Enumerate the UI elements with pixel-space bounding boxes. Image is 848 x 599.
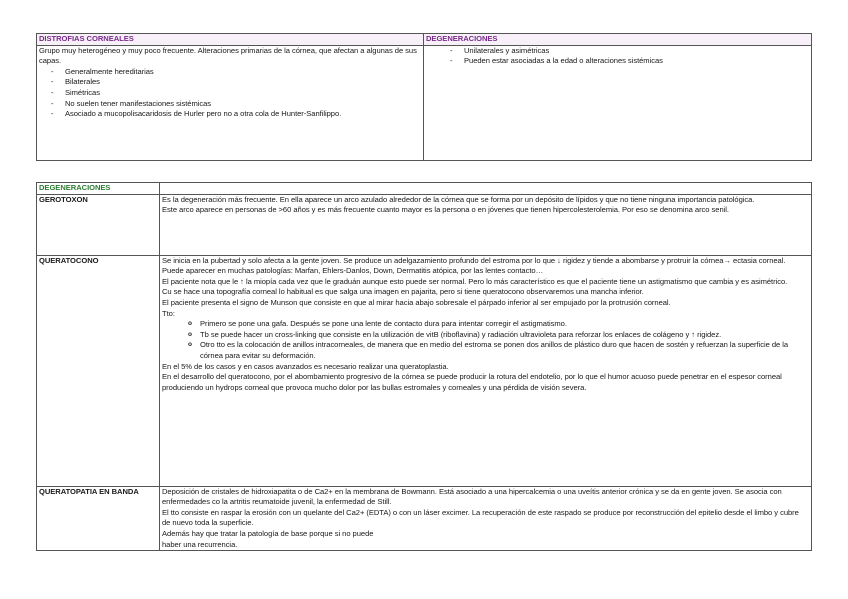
degeneraciones-list	[426, 46, 809, 67]
paragraph: Es la degeneración más frecuente. En ella aparece un arco azulado alrededor de la córnea que se forma por un depósito de lípidos y que no tiene ninguna importancia patológica.	[162, 194, 755, 204]
table-header-row	[37, 34, 812, 46]
paragraph: Este arco aparece en personas de >60 años y es más frecuente cuanto mayor es la persona o en jóvenes que tienen hipercolesterolemia. Por eso se denomina arco senil.	[162, 205, 729, 215]
list-item: - No suelen tener manifestaciones sistémicas	[65, 99, 421, 110]
paragraph: El paciente nota que le ↑ la miopía cada vez que le graduán aunque esto puede ser normal. Pero lo más característico es que el paciente tiene un astigmatismo que cambia y es asimétrico.	[162, 276, 788, 286]
list-item: - Asociado a mucopolisacaridosis de Hurler pero no a otra cola de Hunter-Sanfilippo.	[65, 109, 421, 120]
distrofias-list	[39, 67, 421, 120]
paragraph: El tto consiste en raspar la erosión con un quelante del Ca2+ (EDTA) o con un láser excimer. La recuperación de este raspado se produce por reconstrucción del epitelio desde el limbo y cubre de nuevo toda la superficie.	[162, 507, 799, 528]
list-item: o Tb se puede hacer un cross-linking que consiste en la utilización de vitB (riboflavina) y radiación ultravioleta para reforzar los enlaces de colágeno y ↑ rigidez.	[188, 330, 809, 341]
distrofias-intro: Grupo muy heterogéneo y muy poco frecuente. Alteraciones primarias de la córnea, que afectan a algunas de sus capas.	[39, 45, 417, 66]
list-item: o Primero se pone una gafa. Después se pone una lente de contacto dura para intentar corregir el astigmatismo.	[188, 319, 809, 330]
paragraph: Deposición de cristales de hidroxiapatita o de Ca2+ en la membrana de Bowmann. Está asociado a una hipercalcemia o una uveítis anterior crónica y se da en gente joven. Se asocia con enfermedades co la artritis reumatoide juvenil, la enfermedad de Still.	[162, 486, 782, 507]
gerotoxon-description	[160, 194, 812, 255]
table-row	[37, 194, 812, 255]
distrofias-table	[36, 33, 812, 161]
header-distrofias: DISTROFIAS CORNEALES	[37, 34, 424, 46]
paragraph: haber una recurrencia.	[162, 539, 238, 549]
term-queratopatia: QUERATOPATIA EN BANDA	[37, 486, 160, 551]
header-degeneraciones-2: DEGENERACIONES	[37, 183, 160, 195]
term-gerotoxon: GEROTOXON	[37, 194, 160, 255]
header-degeneraciones: DEGENERACIONES	[424, 34, 812, 46]
list-item: o Otro tto es la colocación de anillos intracorneales, de manera que en medio del estroma se ponen dos anillos de plástico duro que hacen de sostén y refuerzan la superficie de la córnea para evitar su deformación.	[188, 340, 809, 361]
degeneraciones-cell	[424, 45, 812, 160]
list-item: - Bilaterales	[65, 77, 421, 88]
tto-list	[162, 319, 809, 361]
paragraph: En el desarrollo del queratocono, por el abombamiento progresivo de la córnea se puede producir la rotura del endotelio, por lo que el humor acuoso puede penetrar en el espesor corneal produciendo un hydrops corneal que provoca mucho dolor por las bullas estromales y corneales y una pérdida de visión severa.	[162, 372, 782, 392]
degeneraciones-table	[36, 182, 812, 551]
table-row	[37, 486, 812, 551]
list-item: - Generalmente hereditarias	[65, 67, 421, 78]
table-header-row	[37, 183, 812, 195]
list-item: - Pueden estar asociadas a la edad o alteraciones sistémicas	[464, 56, 809, 67]
list-item: - Unilaterales y asimétricas	[464, 46, 809, 57]
tto-label: Tto:	[162, 308, 175, 318]
header-empty-cell	[160, 183, 812, 195]
term-queratocono: QUERATOCONO	[37, 255, 160, 486]
paragraph: En el 5% de los casos y en casos avanzados es necesario realizar una queratoplastia.	[162, 361, 449, 371]
table-row	[37, 45, 812, 160]
queratopatia-description	[160, 486, 812, 551]
paragraph: Se inicia en la pubertad y solo afecta a la gente joven. Se produce un adelgazamiento profundo del estroma por lo que ↓ rigidez y tiende a abombarse y protruir la córnea→ ectasia corneal.	[162, 255, 786, 265]
paragraph: Cu se hace una topografía corneal lo habitual es que salga una imagen en pajarita, pero si tiene queratocono observaremos una mancha inferior.	[162, 287, 644, 297]
queratocono-description	[160, 255, 812, 486]
paragraph: Puede aparecer en muchas patologías: Marfan, Ehlers-Danlos, Down, Dermatitis atópica, por las lentes contacto…	[162, 266, 544, 276]
paragraph: Además hay que tratar la patología de base porque si no puede	[162, 528, 374, 538]
distrofias-cell	[37, 45, 424, 160]
list-item: - Simétricas	[65, 88, 421, 99]
paragraph: El paciente presenta el signo de Munson que consiste en que al mirar hacia abajo sobresale el párpado inferior al ser empujado por la protrusión corneal.	[162, 297, 671, 307]
table-row	[37, 255, 812, 486]
